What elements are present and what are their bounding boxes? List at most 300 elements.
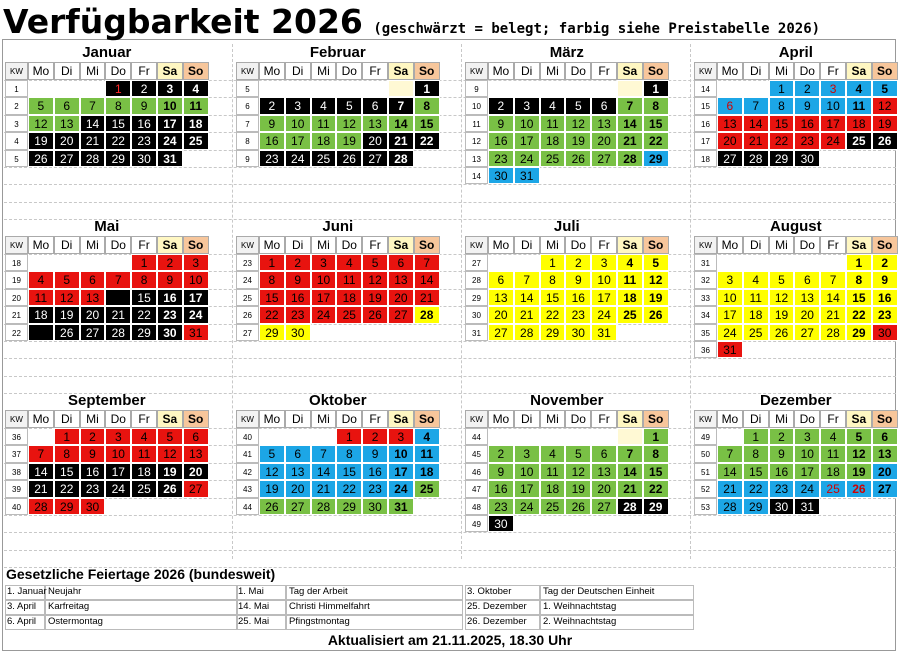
kw-number: 4	[5, 132, 28, 149]
kw-number: 12	[465, 132, 488, 149]
day-cell: 30	[362, 498, 388, 515]
kw-number: 44	[465, 428, 488, 445]
day-cell: 12	[565, 463, 591, 480]
day-cell: 18	[540, 132, 566, 149]
weekday-header: Mo	[488, 236, 514, 254]
kw-number: 14	[465, 167, 488, 184]
day-cell: 5	[336, 97, 362, 114]
holiday-name: Christi Himmelfahrt	[289, 601, 370, 612]
day-cell: 9	[80, 445, 106, 462]
day-cell: 19	[54, 306, 80, 323]
day-cell: 12	[846, 445, 872, 462]
day-cell: 3	[717, 271, 743, 288]
day-cell: 13	[872, 445, 898, 462]
day-cell: 24	[514, 150, 540, 167]
day-cell: 10	[311, 271, 337, 288]
kw-number: 30	[465, 306, 488, 323]
day-cell: 13	[488, 289, 514, 306]
day-cell: 3	[157, 80, 183, 97]
day-cell: 4	[743, 271, 769, 288]
day-cell: 1	[643, 80, 669, 97]
holiday-date: 1. Januar	[7, 586, 47, 597]
day-cell: 27	[80, 324, 106, 341]
day-cell: 28	[717, 498, 743, 515]
day-cell: 7	[105, 271, 131, 288]
day-cell: 8	[643, 445, 669, 462]
day-cell: 15	[259, 289, 285, 306]
day-cell: 15	[105, 115, 131, 132]
day-cell: 17	[311, 289, 337, 306]
month-name: Oktober	[309, 392, 367, 409]
weekday-header: Sa	[846, 410, 872, 428]
day-cell: 16	[872, 289, 898, 306]
day-cell: 20	[80, 306, 106, 323]
day-cell: 2	[488, 97, 514, 114]
day-cell: 7	[311, 445, 337, 462]
grid-divider	[461, 44, 462, 559]
holiday-date: 25. Mai	[238, 616, 270, 627]
kw-number: 47	[465, 480, 488, 497]
day-cell: 24	[514, 498, 540, 515]
day-cell: 28	[514, 324, 540, 341]
page-subtitle: (geschwärzt = belegt; farbig siehe Preistabelle 2026)	[373, 21, 821, 37]
day-cell: 28	[617, 150, 643, 167]
day-cell: 21	[743, 132, 769, 149]
kw-number: 15	[694, 97, 717, 114]
holiday-date: 25. Dezember	[467, 601, 527, 612]
day-cell: 7	[717, 445, 743, 462]
day-cell: 10	[820, 97, 846, 114]
kw-header: KW	[236, 236, 259, 254]
weekday-header: Fr	[131, 62, 157, 80]
weekday-header: So	[183, 62, 209, 80]
day-cell: 4	[540, 97, 566, 114]
grid-divider	[690, 44, 691, 559]
kw-number: 9	[236, 150, 259, 167]
day-cell: 27	[591, 150, 617, 167]
weekday-header: Mo	[259, 410, 285, 428]
day-cell: 21	[514, 306, 540, 323]
day-cell: 14	[743, 115, 769, 132]
day-cell: 19	[362, 289, 388, 306]
day-cell: 11	[311, 115, 337, 132]
day-cell: 22	[131, 306, 157, 323]
day-cell: 16	[488, 480, 514, 497]
day-cell: 29	[846, 324, 872, 341]
day-cell	[388, 80, 414, 97]
holiday-date: 3. Oktober	[467, 586, 512, 597]
day-cell: 20	[362, 132, 388, 149]
day-cell: 4	[336, 254, 362, 271]
month-name: Juni	[322, 218, 354, 235]
kw-header: KW	[5, 62, 28, 80]
day-cell: 18	[846, 115, 872, 132]
day-cell: 5	[769, 271, 795, 288]
kw-number: 34	[694, 306, 717, 323]
day-cell: 22	[259, 306, 285, 323]
day-cell: 12	[54, 289, 80, 306]
day-cell: 26	[54, 324, 80, 341]
day-cell: 14	[617, 115, 643, 132]
day-cell: 20	[488, 306, 514, 323]
day-cell: 24	[285, 150, 311, 167]
day-cell: 5	[643, 254, 669, 271]
day-cell: 30	[80, 498, 106, 515]
grid-line	[4, 167, 896, 168]
day-cell: 13	[362, 115, 388, 132]
day-cell: 21	[617, 480, 643, 497]
day-cell: 9	[362, 445, 388, 462]
day-cell: 22	[105, 132, 131, 149]
day-cell: 20	[183, 463, 209, 480]
day-cell: 18	[336, 289, 362, 306]
kw-header: KW	[5, 410, 28, 428]
weekday-header: Mo	[28, 410, 54, 428]
weekday-header: Mi	[80, 410, 106, 428]
kw-header: KW	[694, 236, 717, 254]
day-cell: 22	[643, 480, 669, 497]
weekday-header: Mo	[259, 62, 285, 80]
kw-number: 10	[465, 97, 488, 114]
day-cell: 20	[388, 289, 414, 306]
day-cell: 10	[157, 97, 183, 114]
day-cell: 24	[105, 480, 131, 497]
kw-number: 39	[5, 480, 28, 497]
weekday-header: Di	[54, 236, 80, 254]
day-cell: 15	[743, 463, 769, 480]
weekday-header: Do	[565, 62, 591, 80]
weekday-header: Do	[105, 236, 131, 254]
day-cell: 23	[565, 306, 591, 323]
weekday-header: Sa	[157, 62, 183, 80]
day-cell: 5	[565, 445, 591, 462]
kw-number: 14	[694, 80, 717, 97]
day-cell: 5	[259, 445, 285, 462]
day-cell: 1	[540, 254, 566, 271]
day-cell: 25	[183, 132, 209, 149]
weekday-header: Mi	[540, 236, 566, 254]
day-cell: 25	[414, 480, 440, 497]
day-cell: 5	[54, 271, 80, 288]
weekday-header: Di	[514, 236, 540, 254]
day-cell: 12	[643, 271, 669, 288]
holiday-date: 14. Mai	[238, 601, 270, 612]
kw-number: 22	[5, 324, 28, 341]
day-cell: 23	[80, 480, 106, 497]
day-cell: 26	[565, 150, 591, 167]
day-cell: 27	[591, 498, 617, 515]
month-name: August	[769, 218, 822, 235]
month-name: März	[549, 44, 584, 61]
weekday-header: Fr	[820, 236, 846, 254]
grid-line	[4, 341, 896, 342]
holiday-name: Neujahr	[48, 586, 82, 597]
weekday-header: Mo	[28, 62, 54, 80]
day-cell: 14	[414, 271, 440, 288]
day-cell: 9	[157, 271, 183, 288]
day-cell: 1	[336, 428, 362, 445]
day-cell: 20	[591, 480, 617, 497]
day-cell: 24	[388, 480, 414, 497]
weekday-header: Di	[54, 62, 80, 80]
weekday-header: Di	[743, 410, 769, 428]
day-cell: 4	[311, 97, 337, 114]
weekday-header: Fr	[591, 410, 617, 428]
day-cell: 25	[540, 150, 566, 167]
day-cell: 3	[820, 80, 846, 97]
weekday-header: Sa	[388, 410, 414, 428]
kw-header: KW	[5, 236, 28, 254]
day-cell: 28	[311, 498, 337, 515]
day-cell: 14	[617, 463, 643, 480]
day-cell: 17	[514, 480, 540, 497]
weekday-header: So	[414, 236, 440, 254]
day-cell: 24	[183, 306, 209, 323]
day-cell: 17	[388, 463, 414, 480]
day-cell: 21	[311, 480, 337, 497]
kw-number: 43	[236, 480, 259, 497]
day-cell: 4	[414, 428, 440, 445]
day-cell: 29	[105, 150, 131, 167]
day-cell: 7	[617, 97, 643, 114]
kw-header: KW	[465, 62, 488, 80]
day-cell: 21	[28, 480, 54, 497]
day-cell: 27	[794, 324, 820, 341]
kw-header: KW	[236, 62, 259, 80]
holiday-date: 3. April	[7, 601, 37, 612]
holidays-title: Gesetzliche Feiertage 2026 (bundesweit)	[6, 566, 276, 582]
day-cell: 16	[131, 115, 157, 132]
day-cell: 18	[183, 115, 209, 132]
weekday-header: Sa	[388, 62, 414, 80]
day-cell: 21	[414, 289, 440, 306]
day-cell: 13	[285, 463, 311, 480]
weekday-header: Fr	[591, 236, 617, 254]
weekday-header: Fr	[362, 236, 388, 254]
grid-line	[4, 184, 896, 185]
day-cell: 9	[259, 115, 285, 132]
day-cell: 17	[285, 132, 311, 149]
day-cell: 13	[717, 115, 743, 132]
day-cell: 26	[872, 132, 898, 149]
day-cell: 16	[769, 463, 795, 480]
day-cell: 30	[872, 324, 898, 341]
day-cell: 11	[617, 271, 643, 288]
day-cell: 8	[131, 271, 157, 288]
day-cell: 6	[54, 97, 80, 114]
kw-number: 20	[5, 289, 28, 306]
day-cell: 10	[717, 289, 743, 306]
kw-header: KW	[465, 236, 488, 254]
kw-number: 27	[465, 254, 488, 271]
day-cell: 22	[643, 132, 669, 149]
kw-number: 5	[236, 80, 259, 97]
day-cell: 14	[820, 289, 846, 306]
kw-number: 8	[236, 132, 259, 149]
kw-number: 16	[694, 115, 717, 132]
day-cell: 5	[846, 428, 872, 445]
day-cell: 23	[769, 480, 795, 497]
day-cell: 8	[54, 445, 80, 462]
day-cell: 11	[414, 445, 440, 462]
holiday-name: 1. Weihnachtstag	[543, 601, 617, 612]
day-cell: 27	[285, 498, 311, 515]
weekday-header: Sa	[157, 236, 183, 254]
grid-line	[4, 550, 896, 551]
weekday-header: So	[872, 62, 898, 80]
day-cell: 27	[388, 306, 414, 323]
weekday-header: Mi	[540, 62, 566, 80]
kw-number: 25	[236, 289, 259, 306]
day-cell: 31	[591, 324, 617, 341]
day-cell: 14	[514, 289, 540, 306]
day-cell: 22	[846, 306, 872, 323]
day-cell: 27	[362, 150, 388, 167]
weekday-header: So	[414, 410, 440, 428]
day-cell: 28	[743, 150, 769, 167]
month-name: Mai	[94, 218, 120, 235]
weekday-header: Fr	[591, 62, 617, 80]
day-cell: 30	[794, 150, 820, 167]
day-cell: 27	[717, 150, 743, 167]
grid-line	[4, 358, 896, 359]
weekday-header: Do	[794, 236, 820, 254]
kw-number: 1	[5, 80, 28, 97]
day-cell: 13	[591, 115, 617, 132]
day-cell: 19	[565, 480, 591, 497]
kw-number: 17	[694, 132, 717, 149]
kw-header: KW	[236, 410, 259, 428]
day-cell: 18	[131, 463, 157, 480]
day-cell: 4	[28, 271, 54, 288]
weekday-header: Fr	[362, 410, 388, 428]
day-cell: 11	[28, 289, 54, 306]
weekday-header: Mi	[80, 62, 106, 80]
day-cell: 24	[591, 306, 617, 323]
day-cell: 20	[872, 463, 898, 480]
weekday-header: Fr	[131, 236, 157, 254]
day-cell: 12	[336, 115, 362, 132]
weekday-header: Mi	[311, 410, 337, 428]
kw-number: 37	[5, 445, 28, 462]
day-cell: 18	[743, 306, 769, 323]
day-cell: 8	[743, 445, 769, 462]
day-cell: 25	[743, 324, 769, 341]
weekday-header: Do	[794, 410, 820, 428]
updated-footer: Aktualisiert am 21.11.2025, 18.30 Uhr	[327, 632, 573, 648]
day-cell: 9	[872, 271, 898, 288]
day-cell: 19	[769, 306, 795, 323]
day-cell: 17	[105, 463, 131, 480]
day-cell: 14	[105, 289, 131, 306]
weekday-header: Mi	[80, 236, 106, 254]
kw-number: 42	[236, 463, 259, 480]
day-cell: 20	[717, 132, 743, 149]
day-cell: 9	[794, 97, 820, 114]
day-cell: 2	[157, 254, 183, 271]
kw-number: 44	[236, 498, 259, 515]
day-cell: 12	[28, 115, 54, 132]
day-cell: 31	[388, 498, 414, 515]
day-cell: 25	[820, 480, 846, 497]
day-cell: 2	[565, 254, 591, 271]
day-cell: 29	[54, 498, 80, 515]
day-cell: 23	[131, 132, 157, 149]
kw-number: 45	[465, 445, 488, 462]
holiday-name: Pfingstmontag	[289, 616, 350, 627]
kw-number: 3	[5, 115, 28, 132]
kw-number: 18	[5, 254, 28, 271]
day-cell: 24	[820, 132, 846, 149]
day-cell: 25	[28, 324, 54, 341]
day-cell: 12	[769, 289, 795, 306]
kw-header: KW	[694, 62, 717, 80]
day-cell: 20	[285, 480, 311, 497]
day-cell: 22	[54, 480, 80, 497]
day-cell: 2	[794, 80, 820, 97]
day-cell: 18	[28, 306, 54, 323]
day-cell: 3	[794, 428, 820, 445]
day-cell: 15	[54, 463, 80, 480]
kw-number: 51	[694, 463, 717, 480]
day-cell: 26	[362, 306, 388, 323]
kw-number: 53	[694, 498, 717, 515]
day-cell: 31	[157, 150, 183, 167]
day-cell: 8	[336, 445, 362, 462]
weekday-header: Fr	[131, 410, 157, 428]
day-cell: 6	[362, 97, 388, 114]
day-cell: 21	[388, 132, 414, 149]
day-cell: 6	[80, 271, 106, 288]
month-name: Juli	[553, 218, 580, 235]
day-cell: 30	[565, 324, 591, 341]
day-cell: 4	[183, 80, 209, 97]
day-cell: 13	[591, 463, 617, 480]
day-cell: 23	[157, 306, 183, 323]
day-cell: 31	[717, 341, 743, 358]
day-cell: 2	[488, 445, 514, 462]
kw-number: 46	[465, 463, 488, 480]
holiday-name: Karfreitag	[48, 601, 90, 612]
day-cell: 7	[514, 271, 540, 288]
day-cell: 23	[488, 150, 514, 167]
day-cell: 14	[311, 463, 337, 480]
day-cell: 21	[80, 132, 106, 149]
day-cell: 15	[643, 115, 669, 132]
day-cell: 2	[131, 80, 157, 97]
weekday-header: Mo	[717, 236, 743, 254]
day-cell: 12	[565, 115, 591, 132]
day-cell: 22	[540, 306, 566, 323]
day-cell: 10	[183, 271, 209, 288]
kw-number: 36	[694, 341, 717, 358]
day-cell: 1	[414, 80, 440, 97]
day-cell	[617, 80, 643, 97]
day-cell: 17	[820, 115, 846, 132]
day-cell: 19	[846, 463, 872, 480]
kw-number: 49	[694, 428, 717, 445]
kw-number: 49	[465, 515, 488, 532]
day-cell: 31	[183, 324, 209, 341]
weekday-header: Do	[565, 410, 591, 428]
day-cell: 10	[388, 445, 414, 462]
day-cell: 3	[591, 254, 617, 271]
kw-number: 9	[465, 80, 488, 97]
day-cell: 19	[872, 115, 898, 132]
day-cell: 19	[336, 132, 362, 149]
day-cell: 31	[794, 498, 820, 515]
day-cell: 26	[336, 150, 362, 167]
